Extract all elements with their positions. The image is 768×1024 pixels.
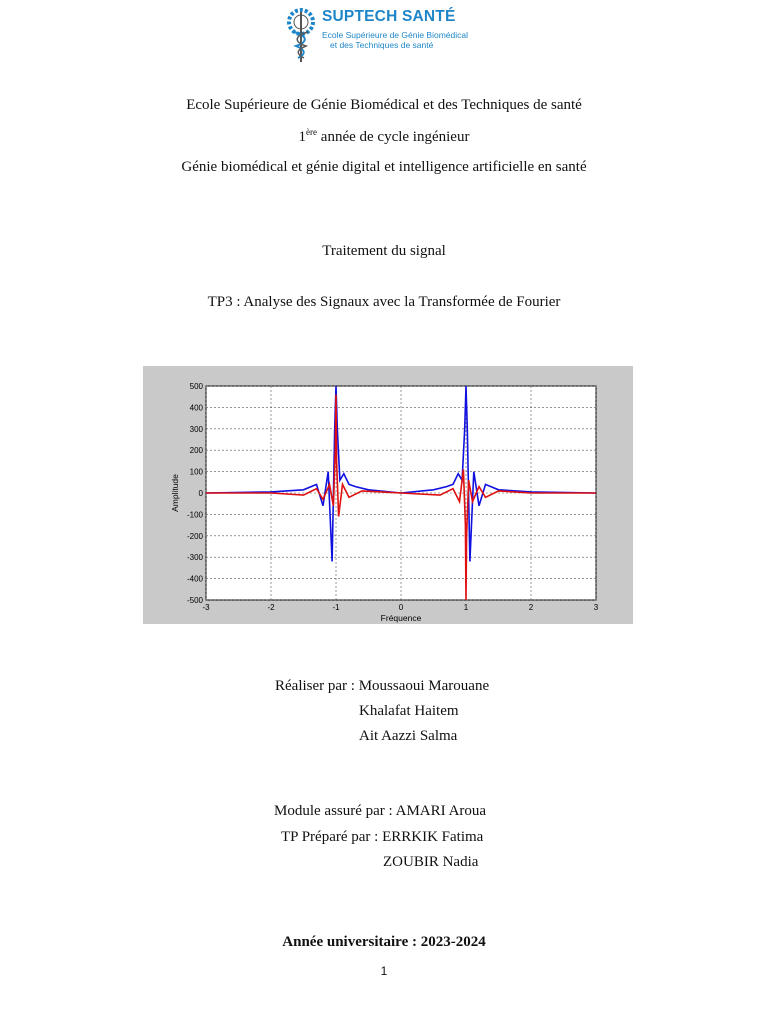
school-logo — [282, 6, 472, 66]
x-tick-label: 1 — [463, 603, 469, 612]
caduceus-gear-icon — [282, 6, 320, 64]
logo-subtitle-line2: et des Techniques de santé — [330, 40, 434, 50]
y-tick-label: 200 — [189, 446, 203, 456]
course-title: Traitement du signal — [322, 243, 446, 259]
program-name: Génie biomédical et génie digital et intelligence artificielle en santé — [181, 159, 587, 175]
year-text: année de cycle ingénieur — [317, 129, 470, 145]
x-tick-label: -2 — [267, 603, 275, 612]
page-number: 1 — [380, 964, 388, 978]
year-superscript: ère — [306, 127, 318, 137]
author-name: Khalafat Haitem — [359, 703, 459, 719]
y-tick-label: 300 — [189, 424, 203, 434]
y-tick-label: 0 — [198, 489, 203, 498]
y-axis-label: Amplitude — [170, 474, 180, 512]
y-tick-label: 100 — [189, 467, 203, 477]
y-tick-label: -100 — [186, 510, 203, 520]
school-name: Ecole Supérieure de Génie Biomédical et des Techniques de santé — [186, 97, 582, 113]
fourier-chart — [143, 366, 633, 624]
x-tick-label: -1 — [332, 603, 340, 612]
y-tick-label: -400 — [186, 574, 203, 584]
logo-subtitle-line1: Ecole Supérieure de Génie Biomédical — [322, 30, 469, 40]
x-axis-label: Fréquence — [380, 613, 422, 623]
y-tick-label: -200 — [186, 531, 203, 541]
author-name: Ait Aazzi Salma — [359, 728, 458, 744]
logo-title: SUPTECH SANTÉ — [322, 8, 456, 25]
tp-preparer-second: ZOUBIR Nadia — [383, 854, 479, 870]
x-tick-label: 3 — [593, 603, 599, 612]
y-tick-label: 400 — [189, 403, 203, 413]
fourier-figure — [143, 366, 633, 624]
year-line — [0, 127, 768, 146]
x-tick-label: 2 — [528, 603, 534, 612]
y-tick-label: 500 — [189, 382, 203, 391]
y-tick-label: -300 — [186, 553, 203, 563]
y-tick-label: -500 — [186, 596, 203, 605]
tp-preparer: TP Préparé par : ERRKIK Fatima — [281, 829, 484, 845]
x-tick-label: 0 — [398, 603, 404, 612]
authors-label: Réaliser par : Moussaoui Marouane — [275, 678, 490, 694]
x-tick-label: -3 — [202, 603, 210, 612]
year-number: 1 — [298, 129, 307, 145]
module-supervisor: Module assuré par : AMARI Aroua — [274, 803, 487, 819]
academic-year: Année universitaire : 2023-2024 — [282, 934, 486, 950]
tp-title: TP3 : Analyse des Signaux avec la Transformée de Fourier — [207, 294, 561, 310]
